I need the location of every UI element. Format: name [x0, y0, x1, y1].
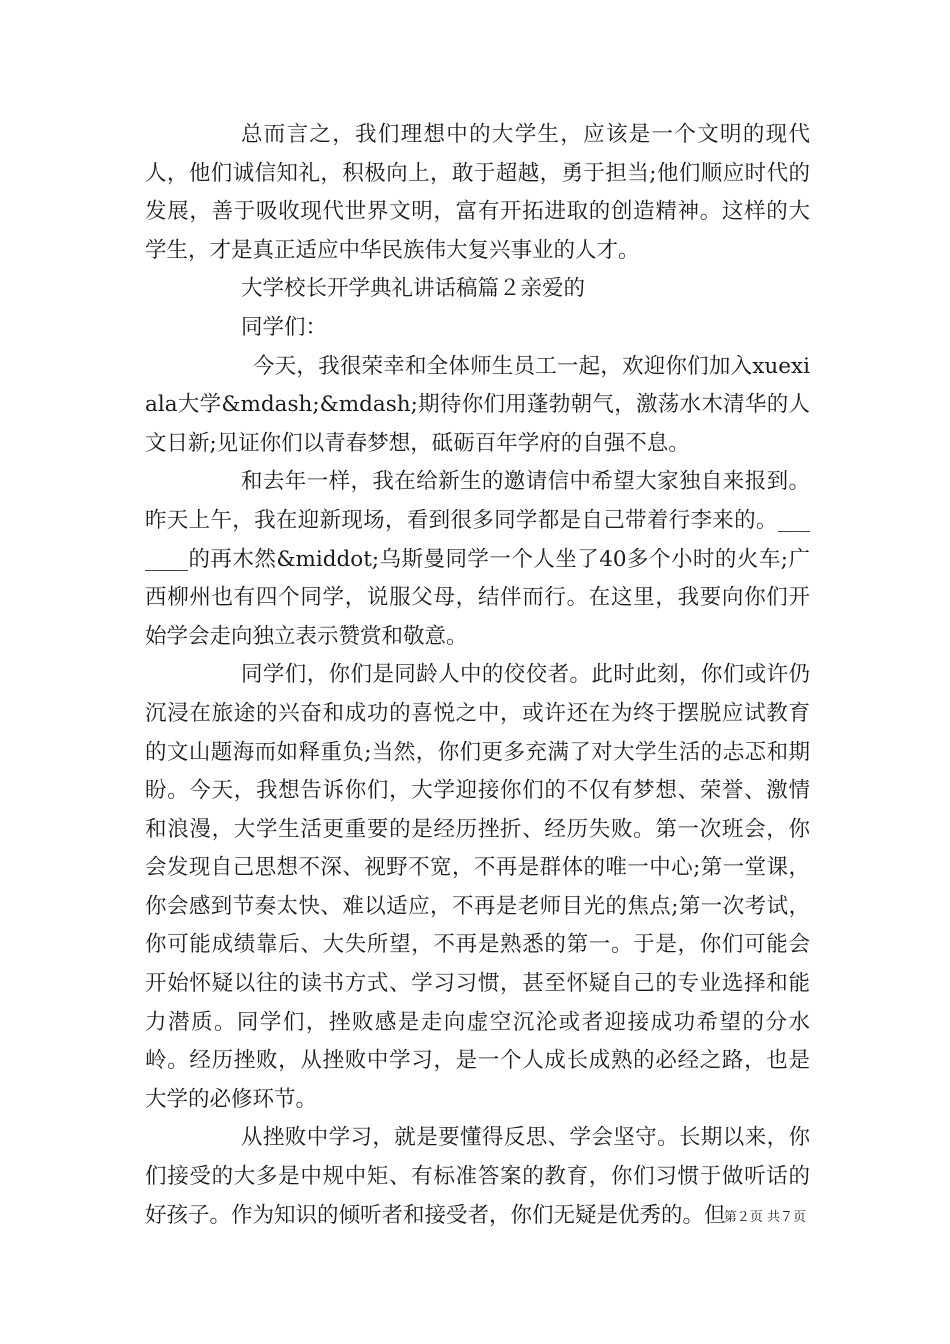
paragraph-arrival: 和去年一样，我在给新生的邀请信中希望大家独自来报到。昨天上午，我在迎新现场，看到很多同学都是自己带着行李来的。_______的再木然&middot;乌斯曼同学一个人坐了40多个小时的火车;广西柳州也有四个同学，说服父母，结伴而行。在这里，我要向你们开始学会走向独立表示赞赏和敬意。	[145, 469, 810, 649]
page-number: 第２页 共７页	[723, 1210, 806, 1225]
paragraph-setbacks: 同学们，你们是同龄人中的佼佼者。此时此刻，你们或许仍沉浸在旅途的兴奋和成功的喜悦之中，或许还在为终于摆脱应试教育的文山题海而如释重负;当然，你们更多充满了对大学生活的忐忑和期盼。今天，我想告诉你们，大学迎接你们的不仅有梦想、荣誉、激情和浪漫，大学生活更重要的是经历挫折、经历失败。第一次班会，你会发现自己思想不深、视野不宽，不再是群体的唯一中心;第一堂课，你会感到节奏太快、难以适应，不再是老师目光的焦点;第一次考试，你可能成绩靠后、大失所望，不再是熟悉的第一。于是，你们可能会开始怀疑以往的读书方式、学习习惯，甚至怀疑自己的专业选择和能力潜质。同学们，挫败感是走向虚空沉沦或者迎接成功希望的分水岭。经历挫败，从挫败中学习，是一个人成长成熟的必经之路，也是大学的必修环节。	[145, 662, 810, 1112]
document-body	[145, 116, 810, 1235]
paragraph-conclusion: 总而言之，我们理想中的大学生，应该是一个文明的现代人，他们诚信知礼，积极向上，敢于超越，勇于担当;他们顺应时代的发展，善于吸收现代世界文明，富有开拓进取的创造精神。这样的大学生，才是真正适应中华民族伟大复兴事业的人才。	[145, 122, 810, 263]
paragraph-welcome: 今天，我很荣幸和全体师生员工一起，欢迎你们加入xuexiala大学&mdash;&mdash;期待你们用蓬勃朝气，激荡水木清华的人文日新;见证你们以青春梦想，砥砺百年学府的自强不息。	[145, 353, 810, 456]
salutation: 同学们：	[241, 314, 328, 340]
paragraph-reflection: 从挫败中学习，就是要懂得反思、学会坚守。长期以来，你们接受的大多是中规中矩、有标准答案的教育，你们习惯于做听话的好孩子。作为知识的倾听者和接受者，你们无疑是优秀的。但	[145, 1125, 810, 1228]
speech-title: 大学校长开学典礼讲话稿篇２亲爱的	[241, 276, 586, 302]
